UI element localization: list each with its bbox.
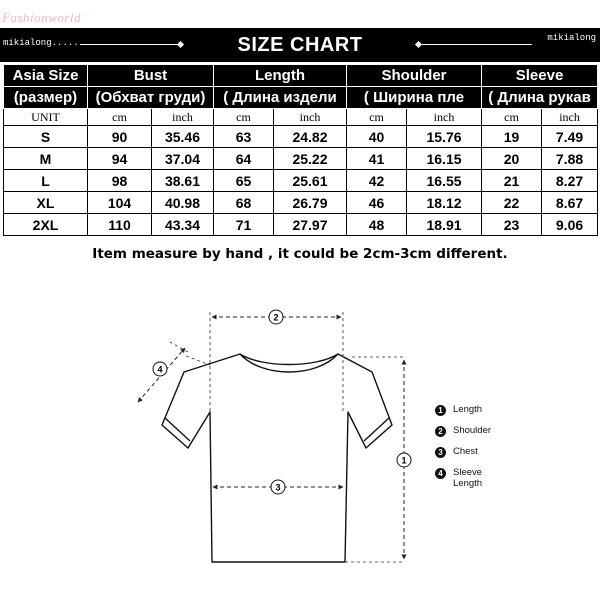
unit-cell: UNIT	[4, 109, 88, 126]
size-cell: L	[4, 170, 88, 192]
header-shoulder-ru: ( Ширина пле	[347, 87, 482, 109]
value-cell: 18.91	[407, 214, 482, 236]
marker-2	[269, 310, 283, 324]
value-cell: 9.06	[542, 214, 598, 236]
value-cell: 68	[214, 192, 274, 214]
header-sleeve: Sleeve	[482, 65, 598, 87]
unit-cell: cm	[214, 109, 274, 126]
value-cell: 26.79	[274, 192, 347, 214]
value-cell: 25.22	[274, 148, 347, 170]
unit-cell: inch	[274, 109, 347, 126]
svg-text:3: 3	[275, 482, 281, 493]
header-shoulder: Shoulder	[347, 65, 482, 87]
size-cell: XL	[4, 192, 88, 214]
value-cell: 48	[347, 214, 407, 236]
unit-cell: cm	[482, 109, 542, 126]
unit-cell: inch	[407, 109, 482, 126]
guide-lines	[170, 312, 405, 562]
value-cell: 64	[214, 148, 274, 170]
marker-3	[271, 480, 285, 494]
size-cell: S	[4, 126, 88, 148]
svg-text:1: 1	[401, 455, 407, 466]
value-cell: 8.27	[542, 170, 598, 192]
value-cell: 20	[482, 148, 542, 170]
value-cell: 37.04	[152, 148, 214, 170]
tshirt-outline	[162, 354, 392, 562]
value-cell: 21	[482, 170, 542, 192]
header-bust: Bust	[88, 65, 214, 87]
measurement-note: Item measure by hand , it could be 2cm-3cm different.	[92, 246, 508, 262]
unit-cell: inch	[542, 109, 598, 126]
legend-label: Length	[453, 404, 483, 415]
value-cell: 40	[347, 126, 407, 148]
header-bust-ru: (Обхват груди)	[88, 87, 214, 109]
value-cell: 27.97	[274, 214, 347, 236]
header-asia-size: Asia Size	[4, 65, 88, 87]
unit-cell: cm	[347, 109, 407, 126]
value-cell: 65	[214, 170, 274, 192]
value-cell: 23	[482, 214, 542, 236]
value-cell: 7.88	[542, 148, 598, 170]
header-size-ru: (размер)	[4, 87, 88, 109]
value-cell: 8.67	[542, 192, 598, 214]
value-cell: 38.61	[152, 170, 214, 192]
size-cell: M	[4, 148, 88, 170]
brand-left: mikialong.....	[3, 38, 79, 48]
watermark: Fashionworld	[2, 10, 81, 25]
legend-label: Chest	[453, 446, 478, 457]
legend-number: 4	[435, 468, 446, 479]
value-cell: 25.61	[274, 170, 347, 192]
marker-1	[397, 453, 411, 467]
value-cell: 46	[347, 192, 407, 214]
brand-right: mikialong	[547, 33, 596, 43]
value-cell: 71	[214, 214, 274, 236]
header-length: Length	[214, 65, 347, 87]
value-cell: 15.76	[407, 126, 482, 148]
legend-number: 1	[435, 405, 446, 416]
value-cell: 19	[482, 126, 542, 148]
value-cell: 94	[88, 148, 152, 170]
header-length-ru: ( Длина издели	[214, 87, 347, 109]
unit-cell: cm	[88, 109, 152, 126]
value-cell: 16.15	[407, 148, 482, 170]
value-cell: 43.34	[152, 214, 214, 236]
value-cell: 110	[88, 214, 152, 236]
size-chart-title: SIZE CHART	[237, 34, 363, 56]
unit-cell: inch	[152, 109, 214, 126]
value-cell: 24.82	[274, 126, 347, 148]
value-cell: 40.98	[152, 192, 214, 214]
svg-text:4: 4	[157, 364, 163, 375]
value-cell: 35.46	[152, 126, 214, 148]
value-cell: 16.55	[407, 170, 482, 192]
value-cell: 63	[214, 126, 274, 148]
value-cell: 18.12	[407, 192, 482, 214]
value-cell: 90	[88, 126, 152, 148]
value-cell: 98	[88, 170, 152, 192]
legend-label: Sleeve Length	[453, 467, 483, 489]
legend-number: 2	[435, 426, 446, 437]
value-cell: 7.49	[542, 126, 598, 148]
legend-number: 3	[435, 447, 446, 458]
value-cell: 22	[482, 192, 542, 214]
value-cell: 104	[88, 192, 152, 214]
size-cell: 2XL	[4, 214, 88, 236]
legend-label: Shoulder	[453, 425, 492, 436]
value-cell: 42	[347, 170, 407, 192]
marker-4	[153, 362, 167, 376]
measure-arrows	[138, 317, 407, 559]
value-cell: 41	[347, 148, 407, 170]
svg-text:2: 2	[273, 312, 279, 323]
header-sleeve-ru: ( Длина рукав	[482, 87, 598, 109]
